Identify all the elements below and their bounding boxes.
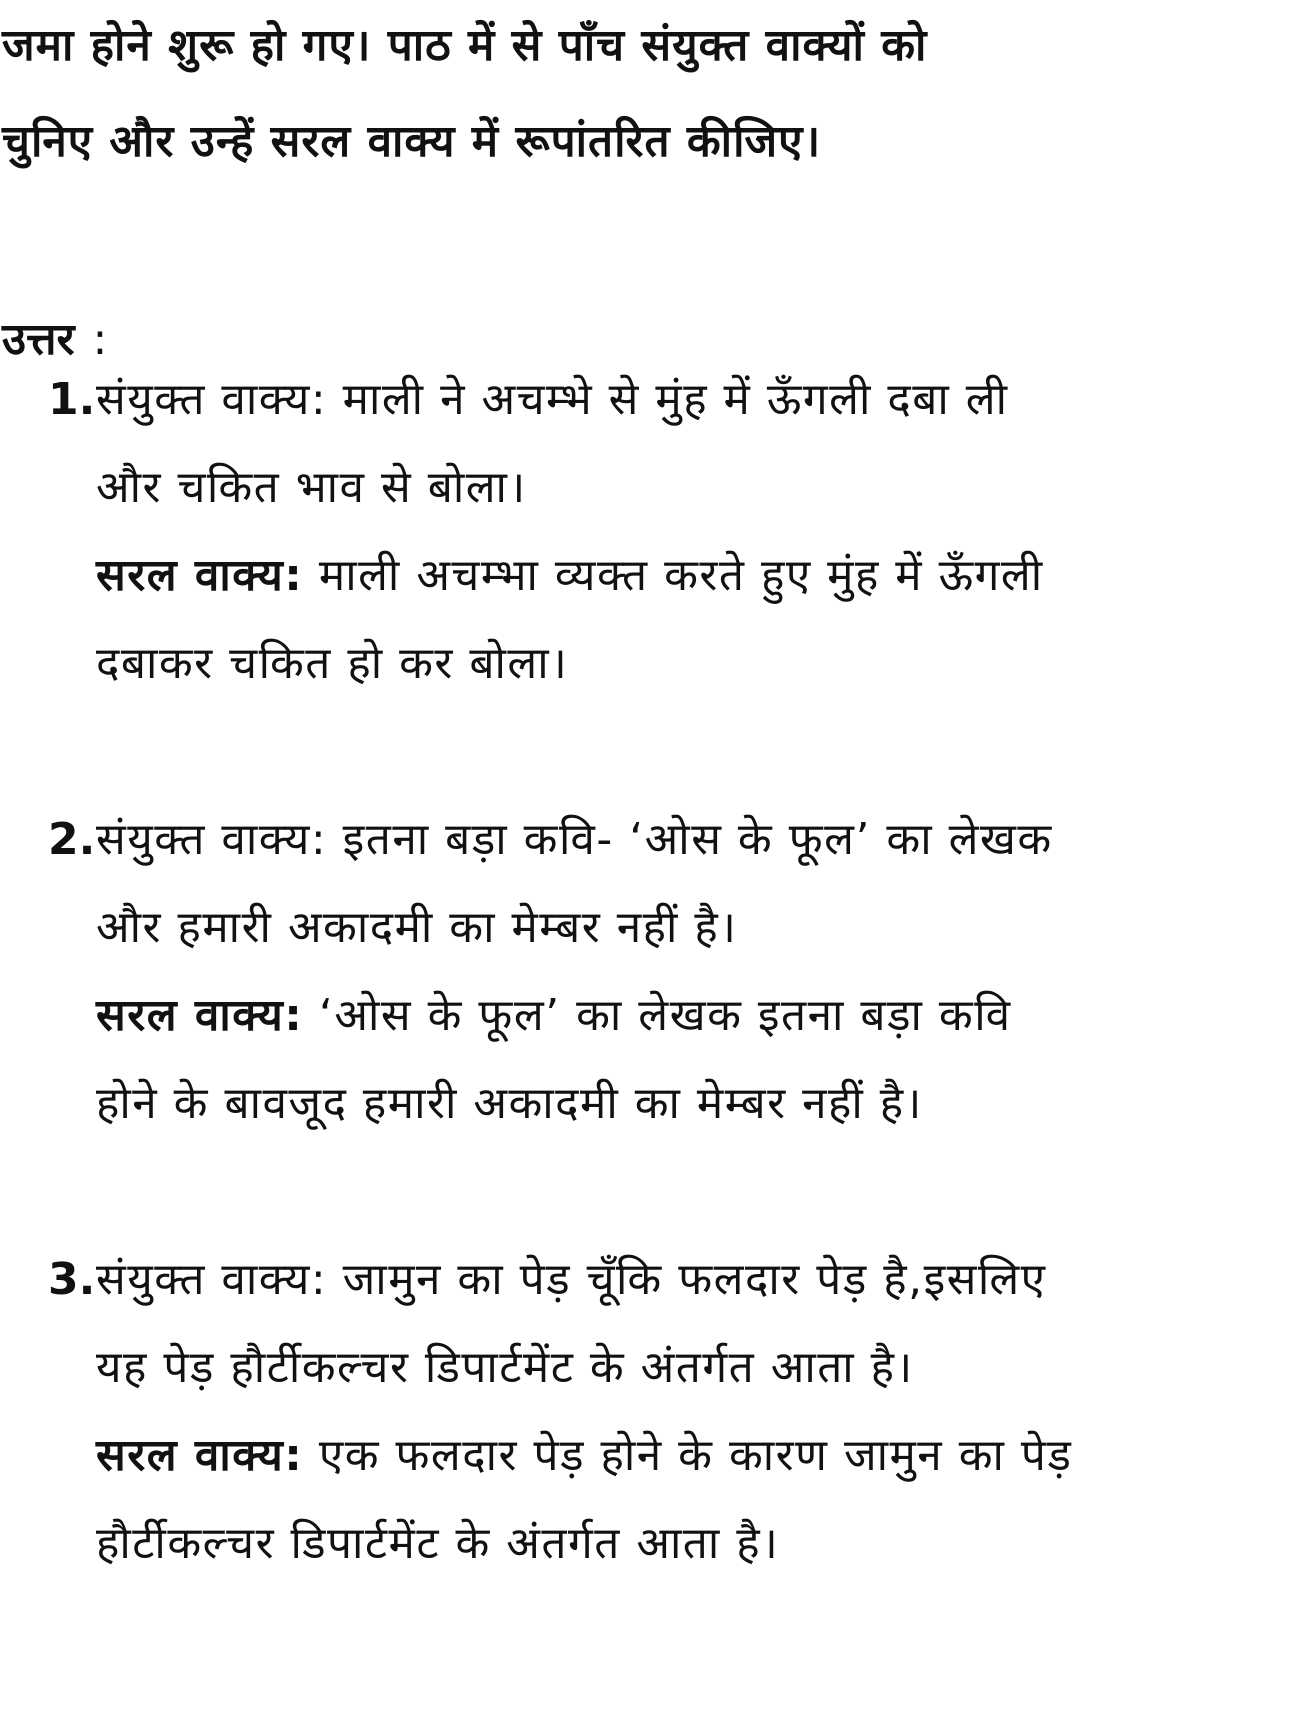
item-3-simple-text-1: एक फलदार पेड़ होने के कारण जामुन का पेड़	[303, 1430, 1073, 1481]
item-1-compound-line-2: और चकित भाव से बोला।	[96, 462, 527, 513]
item-1-simple-line-2: दबाकर चकित हो कर बोला।	[96, 638, 569, 689]
item-2-compound-line-1: संयुक्त वाक्य: इतना बड़ा कवि- ‘ओस के फूल’ का लेखक	[96, 814, 1053, 865]
answer-label-text: उत्तर	[2, 314, 75, 365]
answer-heading	[2, 314, 108, 365]
item-1-simple-text-1: माली अचम्भा व्यक्त करते हुए मुंह में ऊँगली	[303, 550, 1044, 601]
answer-colon: :	[92, 314, 108, 365]
item-3-compound-line-2: यह पेड़ हौर्टीकल्चर डिपार्टमेंट के अंतर्गत आता है।	[96, 1342, 914, 1393]
item-2-simple-text-1: ‘ओस के फूल’ का लेखक इतना बड़ा कवि	[303, 990, 1012, 1041]
item-1-compound-line-1: संयुक्त वाक्य: माली ने अचम्भे से मुंह में ऊँगली दबा ली	[96, 374, 1009, 425]
item-2-simple-line-2: होने के बावजूद हमारी अकादमी का मेम्बर नहीं है।	[96, 1078, 923, 1129]
item-3-simple-label: सरल वाक्य:	[96, 1430, 304, 1481]
item-2-compound-line-2: और हमारी अकादमी का मेम्बर नहीं है।	[96, 902, 738, 953]
question-line-1: जमा होने शुरू हो गए। पाठ में से पाँच संयुक्त वाक्यों को	[2, 20, 928, 71]
item-2-simple-label: सरल वाक्य:	[96, 990, 304, 1041]
item-2-simple-line-1	[96, 990, 1012, 1041]
item-3-compound-line-1: संयुक्त वाक्य: जामुन का पेड़ चूँकि फलदार पेड़ है,इसलिए	[96, 1254, 1047, 1305]
item-3-number: 3.	[48, 1254, 96, 1305]
item-2-number: 2.	[48, 814, 96, 865]
item-3-simple-line-2: हौर्टीकल्चर डिपार्टमेंट के अंतर्गत आता है।	[96, 1518, 780, 1569]
question-line-2: चुनिए और उन्हें सरल वाक्य में रूपांतरित कीजिए।	[2, 116, 822, 167]
item-1-number: 1.	[48, 374, 96, 425]
item-3-simple-line-1	[96, 1430, 1073, 1481]
item-1-simple-line-1	[96, 550, 1044, 601]
item-1-simple-label: सरल वाक्य:	[96, 550, 304, 601]
